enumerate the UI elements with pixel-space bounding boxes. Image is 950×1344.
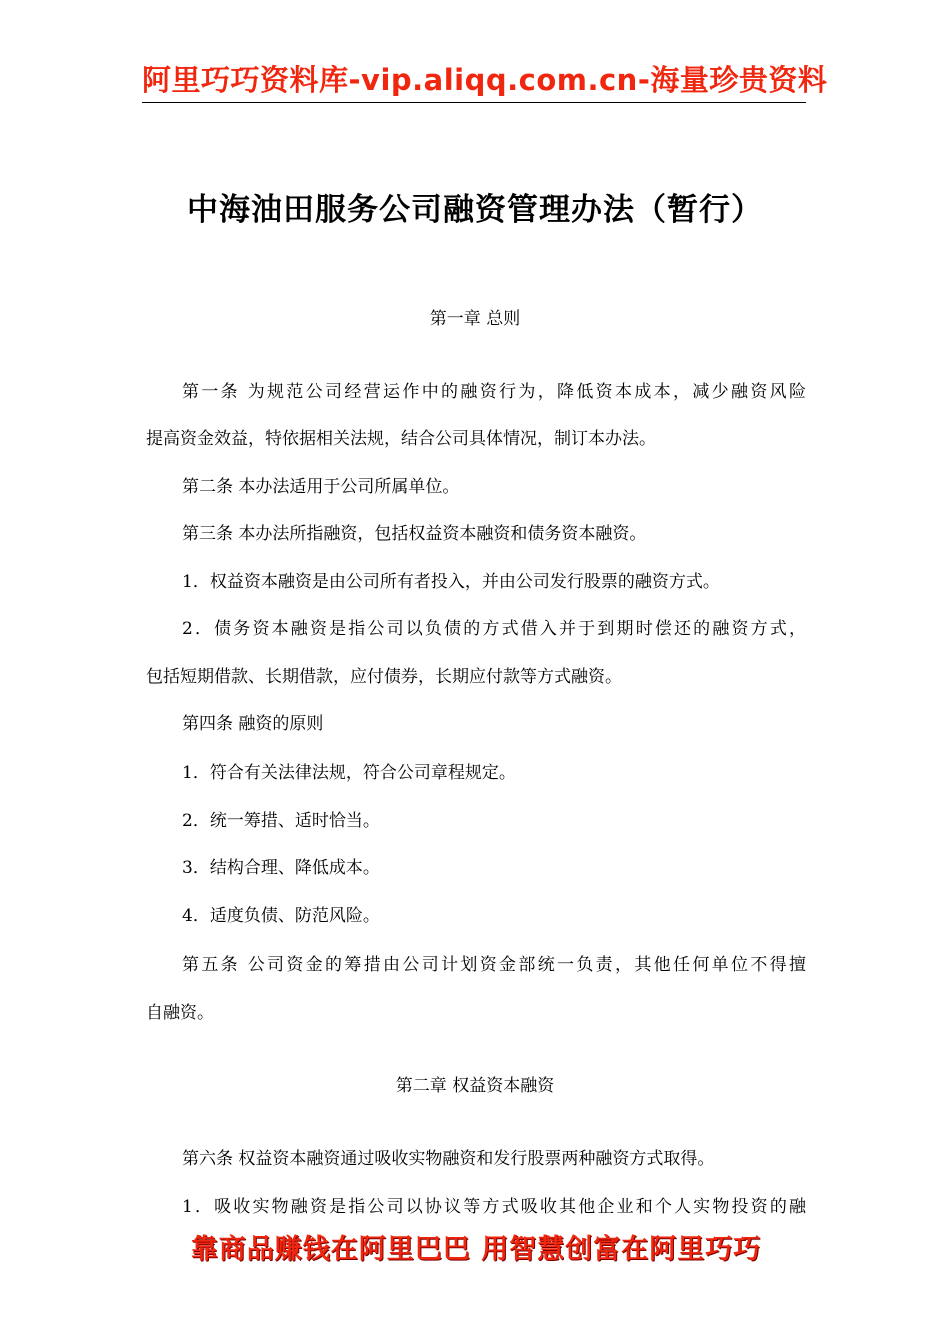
paragraph-line: 自融资。: [146, 1003, 214, 1023]
chapter-heading: 第一章 总则: [429, 309, 521, 329]
paragraph-line: 第四条 融资的原则: [182, 714, 324, 734]
paragraph-line: 4．适度负债、防范风险。: [182, 906, 380, 926]
footer-banner: [146, 1232, 806, 1268]
paragraph-line: 1．权益资本融资是由公司所有者投入，并由公司发行股票的融资方式。: [182, 572, 720, 592]
paragraph-line: 包括短期借款、长期借款，应付债券，长期应付款等方式融资。: [146, 667, 622, 687]
paragraph-line: 第一条 为规范公司经营运作中的融资行为，降低资本成本，减少融资风险: [182, 382, 806, 402]
paragraph-line: 2．债务资本融资是指公司以负债的方式借入并于到期时偿还的融资方式，: [182, 619, 806, 639]
paragraph-line: 第二条 本办法适用于公司所属单位。: [182, 477, 460, 497]
paragraph-line: 提高资金效益，特依据相关法规，结合公司具体情况，制订本办法。: [146, 429, 656, 449]
paragraph-line: 3．结构合理、降低成本。: [182, 858, 380, 878]
footer-slogan: 靠商品赚钱在阿里巴巴 用智慧创富在阿里巧巧: [190, 1234, 762, 1265]
banner-text: 阿里巧巧资料库-vip.aliqq.com.cn-海量珍贵资料: [142, 63, 828, 97]
paragraph-line: 第六条 权益资本融资通过吸收实物融资和发行股票两种融资方式取得。: [182, 1149, 715, 1169]
chapter-heading: 第二章 权益资本融资: [395, 1076, 555, 1096]
document-title: 中海油田服务公司融资管理办法（暂行）: [187, 192, 763, 228]
paragraph-line: 2．统一筹措、适时恰当。: [182, 811, 380, 831]
paragraph-line: 第三条 本办法所指融资，包括权益资本融资和债务资本融资。: [182, 524, 647, 544]
paragraph-line: 第五条 公司资金的筹措由公司计划资金部统一负责，其他任何单位不得擅: [182, 955, 806, 975]
paragraph-line: 1．符合有关法律法规，符合公司章程规定。: [182, 763, 516, 783]
paragraph-line: 1．吸收实物融资是指公司以协议等方式吸收其他企业和个人实物投资的融: [182, 1197, 806, 1217]
header-banner: [142, 58, 828, 103]
